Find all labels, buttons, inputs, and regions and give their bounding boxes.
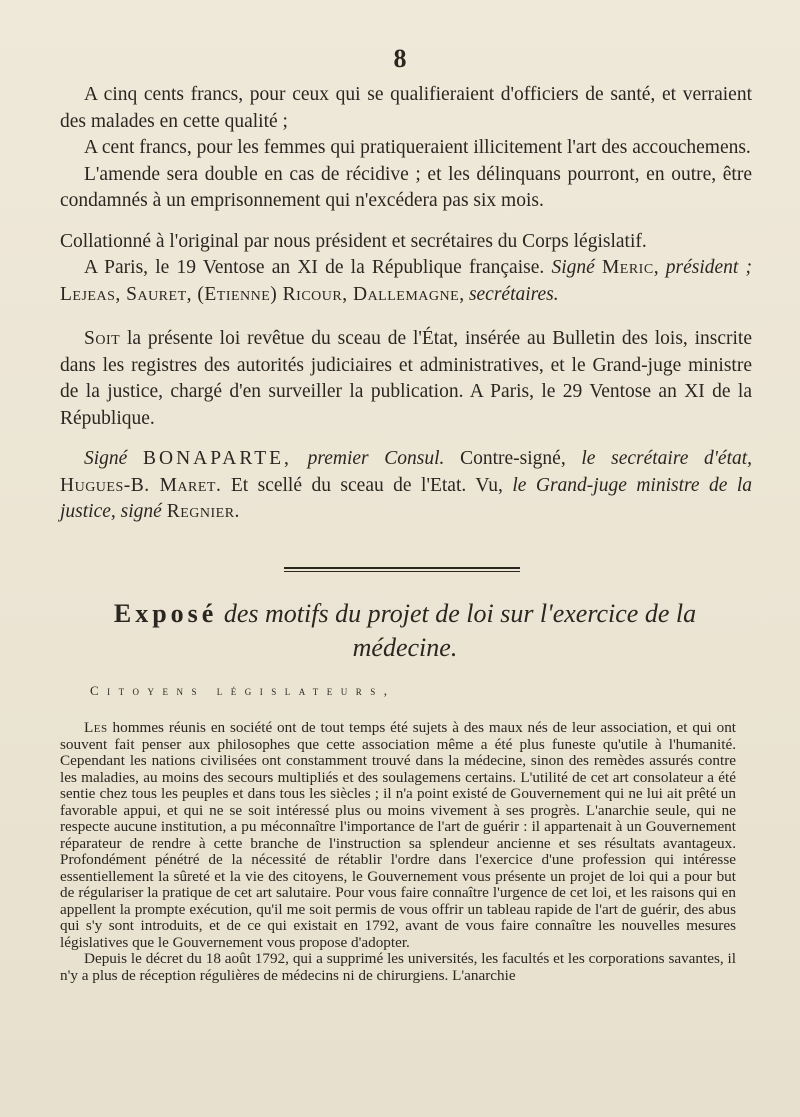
law-text-section xyxy=(60,82,752,526)
regnier-name: Regnier. xyxy=(166,501,240,522)
section-heading-title: des motifs du projet de loi sur l'exercice de la médecine. xyxy=(223,599,697,662)
salutation-line: Citoyens législateurs, xyxy=(90,683,396,698)
penalty-paragraph-officers: A cinq cents francs, pour ceux qui se qualifieraient d'officiers de santé, et verraient des malades en cette qualité ; xyxy=(60,84,752,132)
signatory-meric: Meric xyxy=(601,257,654,278)
collation-paragraph: Collationné à l'original par nous président et secrétaires du Corps législatif. xyxy=(60,230,647,252)
section-divider-rule xyxy=(284,566,520,572)
section-heading xyxy=(60,597,750,665)
secretaires-label: secrétaires. xyxy=(468,283,559,305)
penalty-paragraph-midwifery: A cent francs, pour les femmes qui pratiqueraient illicitement l'art des accouchemens. xyxy=(84,137,751,158)
grand-juge-label: le Grand-juge ministre de la justice, xyxy=(60,474,753,522)
signe-label-2: Signé xyxy=(84,448,128,469)
bonaparte-signature-paragraph xyxy=(60,446,752,526)
promulgation-paragraph xyxy=(60,326,752,432)
signe-label-3: signé xyxy=(120,501,162,522)
soit-word: Soit xyxy=(84,328,121,349)
secretaire-etat-label: le secrétaire d'état, xyxy=(581,448,753,469)
expose-paragraph-1-text: hommes réunis en société ont de tout temps été sujets à des maux nés de leur association, et qui ont souvent fait penser aux philosophes que cette association même a été plus funeste qu'utile à l'humanité. Cependant les nations civilisées ont constamment trouvé dans la médecine, sinon des remèdes assurés contre les maladies, au moins des secours multipliés et des soulagemens certains. L'utilité de cet art consolateur a été sentie chez tous les peuples et dans tous les siècles ; il n'a point existé de Gouvernement qui ne lui ait prêté un favorable appui, et qui ne se soit intéressé plus ou moins vivement à ses progrès. L'anarchie seule, qui ne respecte aucune institution, a pu méconnaître l'importance de l'art de guérir : il appartenait à un Gouvernement réparateur de rendre à cette branche de l'instruction sa splendeur ancienne et ses résultats avantageux. Profondément pénétré de la nécessité de rétablir l'ordre dans l'exercice d'une profession qui intéresse essentiellement la sûreté et la vie des citoyens, le Gouvernement vous présente un projet de loi qui a pour but de régulariser la pratique de cet art salutaire. Pour vous faire connaître l'urgence de cet loi, et les raisons qui en appellent la prompte exécution, qu'il me soit permis de vous offrir un tableau rapide de l'art de guérir, des abus qui s'y sont introduits, et de ce qui existait en 1792, avant de vous faire connaître les nouvelles mesures législatives que le Gouvernement vous propose d'adopter. xyxy=(60,719,737,951)
president-label: président ; xyxy=(665,257,752,278)
section-heading-lead: Exposé xyxy=(113,599,218,628)
signe-label: Signé xyxy=(551,257,595,278)
expose-body xyxy=(60,720,736,984)
scelle-text: Et scellé du sceau de l'Etat. Vu, xyxy=(230,474,503,496)
contre-signe-label: Contre-signé, xyxy=(460,448,566,469)
bonaparte-name: BONAPARTE, xyxy=(143,448,292,469)
signature-paragraph: A Paris, le 19 Ventose an XI de la République française. Signé Meric, président ; Lejeas, Sauret, (Etienne) Ricour, Dallemagne, secrétaires. xyxy=(60,257,752,305)
expose-paragraph-1 xyxy=(60,720,736,951)
promulgation-text: la présente loi revêtue du sceau de l'État, insérée au Bulletin des lois, inscrite dans les registres des autorités judiciaires et administratives, et le Grand-juge ministre de la justice, chargé d'en surveiller la publication. A Paris, le 29 Ventose an XI de la République. xyxy=(60,328,753,429)
expose-paragraph-2: Depuis le décret du 18 août 1792, qui a supprimé les universités, les facultés et les corporations savantes, il n'y a plus de réception régulières de médecins ni de chirurgiens. L'anarchie xyxy=(60,950,736,984)
recidivism-paragraph: L'amende sera double en cas de récidive ; et les délinquans pourront, en outre, être condamnés à un emprisonnement qui n'excédera pas six mois. xyxy=(60,163,752,211)
hugues-maret-name: Hugues-B. Maret. xyxy=(60,474,222,496)
page-number: 8 xyxy=(393,44,407,73)
premier-consul-label: premier Consul. xyxy=(307,448,445,469)
expose-lead-word: Les xyxy=(84,719,108,736)
paris-date-line: A Paris, le 19 Ventose an XI de la République française. xyxy=(84,257,545,278)
secretary-names: Lejeas, Sauret, (Etienne) Ricour, Dallemagne xyxy=(60,283,460,305)
